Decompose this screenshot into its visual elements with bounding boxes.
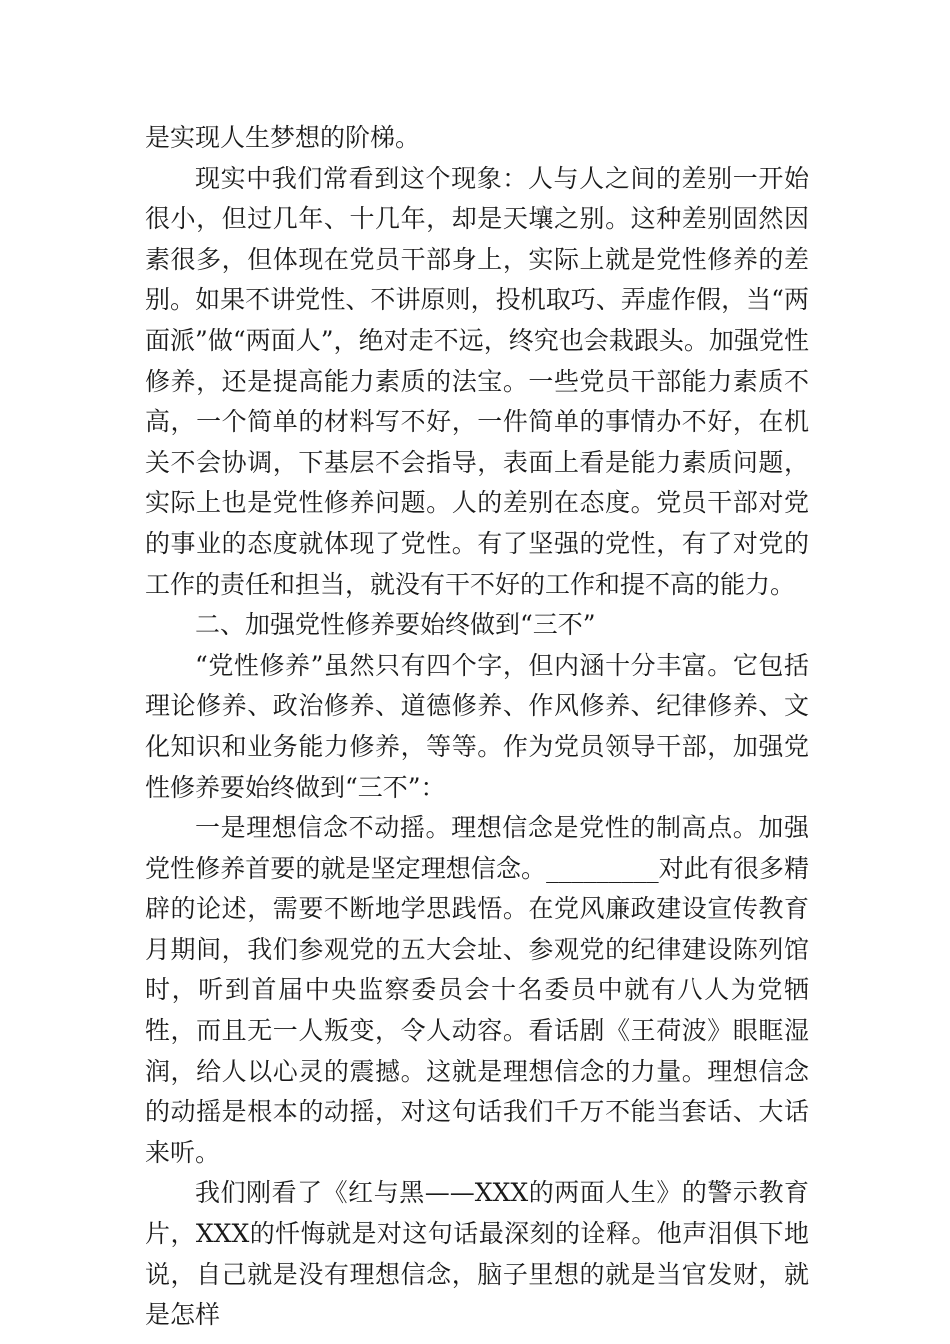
section-heading: 二、加强党性修养要始终做到“三不” [195,610,596,640]
paragraph-4: 一是理想信念不动摇。理想信念是党性的制高点。加强党性修养首要的就是坚定理想信念。_________对此有很多精辟的论述，需要不断地学思践悟。在党风廉政建设宣传教育月期间，我们参观党的五大会址、参观党的纪律建设陈列馆时，听到首届中央监察委员会十名委员中就有八人为党牺牲，而且无一人叛变，令人动容。看话剧《王荷波》眼眶湿润，给人以心灵的震撼。这就是理想信念的力量。理想信念的动摇是根本的动摇，对这句话我们千万不能当套话、大话来听。 [145,813,809,1167]
paragraph-1: 是实现人生梦想的阶梯。 [145,123,421,152]
paragraph-3: “党性修养”虽然只有四个字，但内涵十分丰富。它包括理论修养、政治修养、道德修养、作风修养、纪律修养、文化知识和业务能力修养，等等。作为党员领导干部，加强党性修养要始终做到“三不”： [145,650,809,802]
paragraph-5: 我们刚看了《红与黑——XXX的两面人生》的警示教育片，XXX的忏悔就是对这句话最深刻的诠释。他声泪俱下地说，自己就是没有理想信念，脑子里想的就是当官发财，就是怎样 [145,1178,809,1330]
paragraph-2: 现实中我们常看到这个现象：人与人之间的差别一开始很小，但过几年、十几年，却是天壤之别。这种差别固然因素很多，但体现在党员干部身上，实际上就是党性修养的差别。如果不讲党性、不讲原则，投机取巧、弄虚作假，当“两面派”做“两面人”，绝对走不远，终究也会栽跟头。加强党性修养，还是提高能力素质的法宝。一些党员干部能力素质不高，一个简单的材料写不好，一件简单的事情办不好，在机关不会协调，下基层不会指导，表面上看是能力素质问题，实际上也是党性修养问题。人的差别在态度。党员干部对党的事业的态度就体现了党性。有了坚强的党性，有了对党的工作的责任和担当，就没有干不好的工作和提不高的能力。 [145,163,809,599]
document-body [145,118,809,1336]
